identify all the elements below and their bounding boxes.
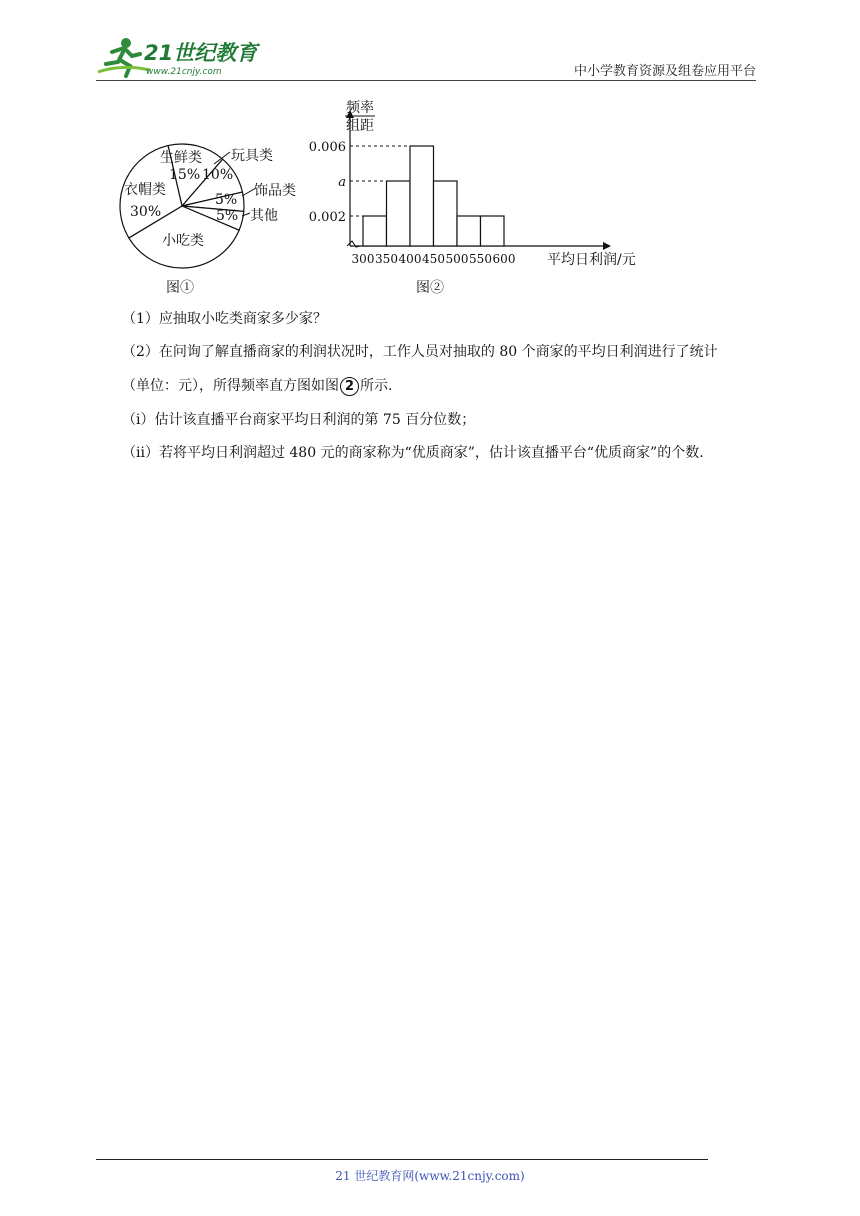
hist-x-axis-arrow	[603, 242, 611, 250]
pie-percent-toys: 10%	[202, 167, 234, 183]
hist-ylabel-top: 频率	[346, 100, 374, 116]
pie-label-snacks: 小吃类	[162, 233, 204, 249]
figures	[110, 96, 670, 301]
hist-bar-500-550	[457, 216, 481, 246]
pie-label-clothing: 衣帽类	[124, 182, 166, 198]
hist-x-tick-500: 500	[445, 252, 469, 266]
question-2-line-2-start: （单位：元），所得频率直方图如图	[122, 378, 339, 394]
header-divider	[96, 80, 756, 81]
header-platform-text: 中小学教育资源及组卷应用平台	[573, 64, 756, 79]
logo-url: www.21cnjy.com	[146, 67, 222, 77]
hist-y-tick-0.006: 0.006	[308, 140, 346, 155]
circled-number-2: 2	[340, 377, 359, 396]
pie-percent-fresh: 15%	[169, 167, 201, 183]
hist-bar-450-500	[434, 181, 458, 246]
question-2-line-1: （2）在问询了解直播商家的利润状况时，工作人员对抽取的 80 个商家的平均日利润进行了统计	[122, 344, 718, 360]
pie-label-jewelry: 饰品类	[254, 183, 296, 199]
question-2-i: （i）估计该直播平台商家平均日利润的第 75 百分位数；	[122, 412, 476, 428]
site-logo	[92, 34, 260, 80]
hist-bar-550-600	[481, 216, 505, 246]
question-2-line-2	[122, 376, 392, 396]
hist-x-tick-550: 550	[469, 252, 492, 266]
hist-bar-350-400	[387, 181, 411, 246]
hist-x-tick-400: 400	[398, 252, 422, 266]
hist-bar-300-350	[363, 216, 387, 246]
runner-icon	[98, 38, 150, 76]
hist-y-tick-0.002: 0.002	[308, 210, 346, 225]
footer-divider	[96, 1159, 708, 1160]
hist-ylabel-bottom: 组距	[346, 118, 374, 134]
pie-label-other: 其他	[250, 208, 278, 224]
hist-bar-400-450	[410, 146, 434, 246]
hist-y-tick-a: a	[338, 175, 346, 190]
question-2-ii: （ii）若将平均日利润超过 480 元的商家称为“优质商家”，估计该直播平台“优质商家”的个数.	[122, 445, 704, 461]
question-1: （1）应抽取小吃类商家多少家？	[122, 311, 327, 327]
pie-caption: 图①	[166, 280, 194, 296]
logo-text: 21世纪教育	[144, 41, 258, 65]
hist-x-tick-300: 300	[351, 252, 375, 266]
pie-percent-other: 5%	[216, 208, 239, 224]
hist-caption: 图②	[416, 280, 444, 296]
hist-x-tick-450: 450	[422, 252, 445, 266]
hist-xlabel: 平均日利润/元	[547, 252, 636, 268]
footer-text: 21 世纪教育网(www.21cnjy.com)	[335, 1169, 525, 1183]
pie-percent-clothing: 30%	[130, 204, 162, 220]
pie-label-fresh: 生鲜类	[160, 150, 202, 166]
pie-label-toys: 玩具类	[231, 148, 273, 164]
question-2-line-2-end: 所示.	[360, 378, 393, 394]
pie-percent-jewelry: 5%	[215, 192, 238, 208]
hist-x-tick-350: 350	[375, 252, 398, 266]
hist-x-tick-600: 600	[492, 252, 516, 266]
